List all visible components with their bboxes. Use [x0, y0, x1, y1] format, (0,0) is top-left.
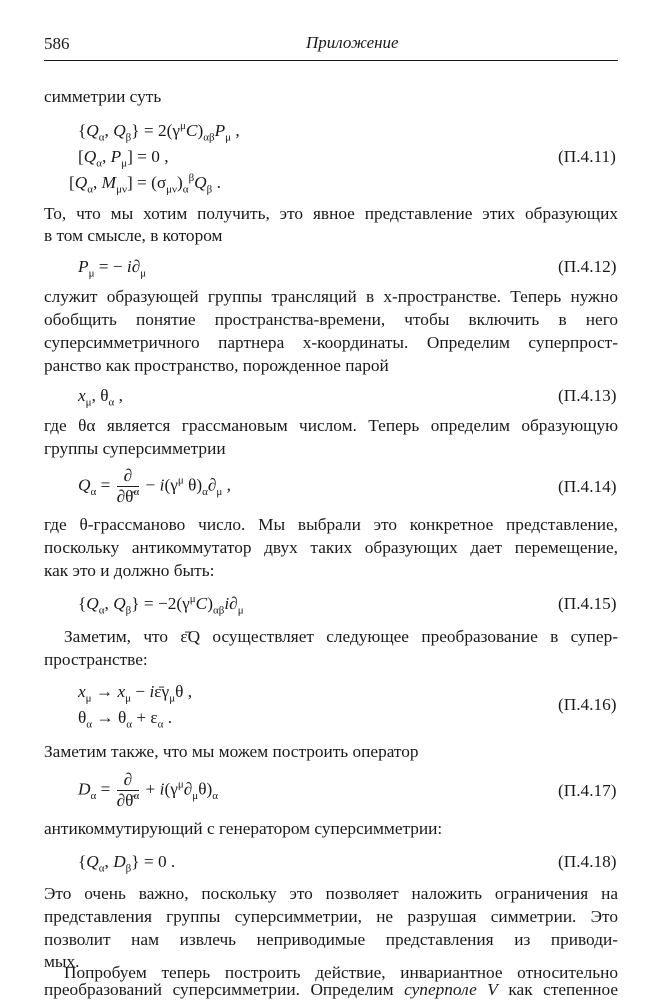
page-number: 586: [44, 34, 70, 53]
text-line: где θ-грассманово число. Мы выбрали это конкретное представление,: [44, 515, 618, 534]
text-line: служит образующей группы трансляций в x-пространстве. Теперь нужно: [44, 287, 618, 306]
text-line: позволит нам извлечь неприводимые представления из приводи-: [44, 930, 618, 949]
equation-number: (П.4.15): [558, 594, 617, 613]
equation-number: (П.4.16): [558, 695, 617, 714]
equation-17: $D_\alpha$ = $\frac{\partial}{\partial\thetā^\alpha}$ + $i(\gamma^\mu\partial_\mu\theta)_\alpha$: [78, 770, 219, 810]
equation-14: $Q_\alpha$ = $\frac{\partial}{\partial\thetā^\alpha}$ − $i(\gamma^\mu$ $\theta)_\alpha\partial_\mu$ ,: [78, 466, 231, 506]
text-line: суперсимметричного партнера x-координаты. Определим суперпрост-: [44, 333, 618, 352]
text-line: мых.: [44, 952, 80, 971]
text-line: Попробуем теперь построить действие, инвариантное относительно: [64, 963, 618, 982]
equation-number: (П.4.18): [558, 852, 617, 871]
equation-number: (П.4.14): [558, 477, 617, 496]
equation-number: (П.4.12): [558, 257, 617, 276]
text-line: Заметим, что ε̄Q осуществляет следующее преобразование в супер-: [64, 627, 618, 646]
text-line: где θα является грассмановым числом. Теперь определим образующую: [44, 416, 618, 435]
text-line: обобщить понятие пространства-времени, чтобы включить в него: [44, 310, 618, 329]
text-line: группы суперсимметрии: [44, 439, 226, 458]
text-span: преобразований суперсимметрии. Определим: [44, 980, 405, 999]
equation-number: (П.4.11): [558, 147, 616, 166]
text-line: представления группы суперсимметрии, не разрушая симметрии. Это: [44, 907, 618, 926]
text-line: Это очень важно, поскольку это позволяет наложить ограничения на: [44, 884, 618, 903]
text-line: антикоммутирующий с генератором суперсимметрии:: [44, 819, 443, 838]
text-line: ранство как пространство, порожденное парой: [44, 356, 389, 375]
text-line: в том смысле, в котором: [44, 226, 223, 245]
header-rule: [44, 60, 618, 61]
running-title: Приложение: [306, 33, 399, 52]
equation-13: $x_\mu$, $\theta_\alpha$ ,: [78, 386, 123, 409]
equation-12: $P_\mu$ = − $i\partial_\mu$: [78, 257, 147, 280]
equation-11-line2: [$Q_\alpha$, $P_\mu] = 0$ ,: [78, 147, 169, 170]
equation-11-line1: {$Q_\alpha$, $Q_\beta\} = 2(\gamma^\mu C)_{\alpha\beta}P_\mu$ ,: [78, 120, 240, 144]
equation-11-line3: [$Q_\alpha$, $M_{\mu\nu}] = (\sigma_{\mu\nu})_\alpha^\beta Q_\beta$ .: [69, 172, 221, 196]
equation-15: {$Q_\alpha$, $Q_\beta\} = -2(\gamma^\mu C)_{\alpha\beta}i\partial_\mu$: [78, 593, 244, 617]
equation-number: (П.4.13): [558, 386, 617, 405]
text-line: как это и должно быть:: [44, 561, 215, 580]
text-line: Заметим также, что мы можем построить оператор: [44, 742, 419, 761]
text-span: как степенное: [497, 980, 618, 999]
equation-16-line2: $\theta_\alpha \to \theta_\alpha + \varepsilon_\alpha$ .: [78, 708, 173, 731]
term-superfield: суперполе V: [404, 980, 498, 999]
text-line: То, что мы хотим получить, это явное представление этих образующих: [44, 204, 618, 223]
text-line-last: [44, 979, 618, 1001]
text-line: пространстве:: [44, 650, 148, 669]
equation-18: {$Q_\alpha$, $D_\beta\} = 0$ .: [78, 852, 176, 875]
text-line: поскольку антикоммутатор двух таких образующих дает перемещение,: [44, 538, 618, 557]
equation-16-line1: $x_\mu \to x_\mu$ − $i\varepsilon̄\gamma_\mu\theta$ ,: [78, 682, 193, 705]
text-line: симметрии суть: [44, 87, 162, 106]
equation-number: (П.4.17): [558, 781, 617, 800]
